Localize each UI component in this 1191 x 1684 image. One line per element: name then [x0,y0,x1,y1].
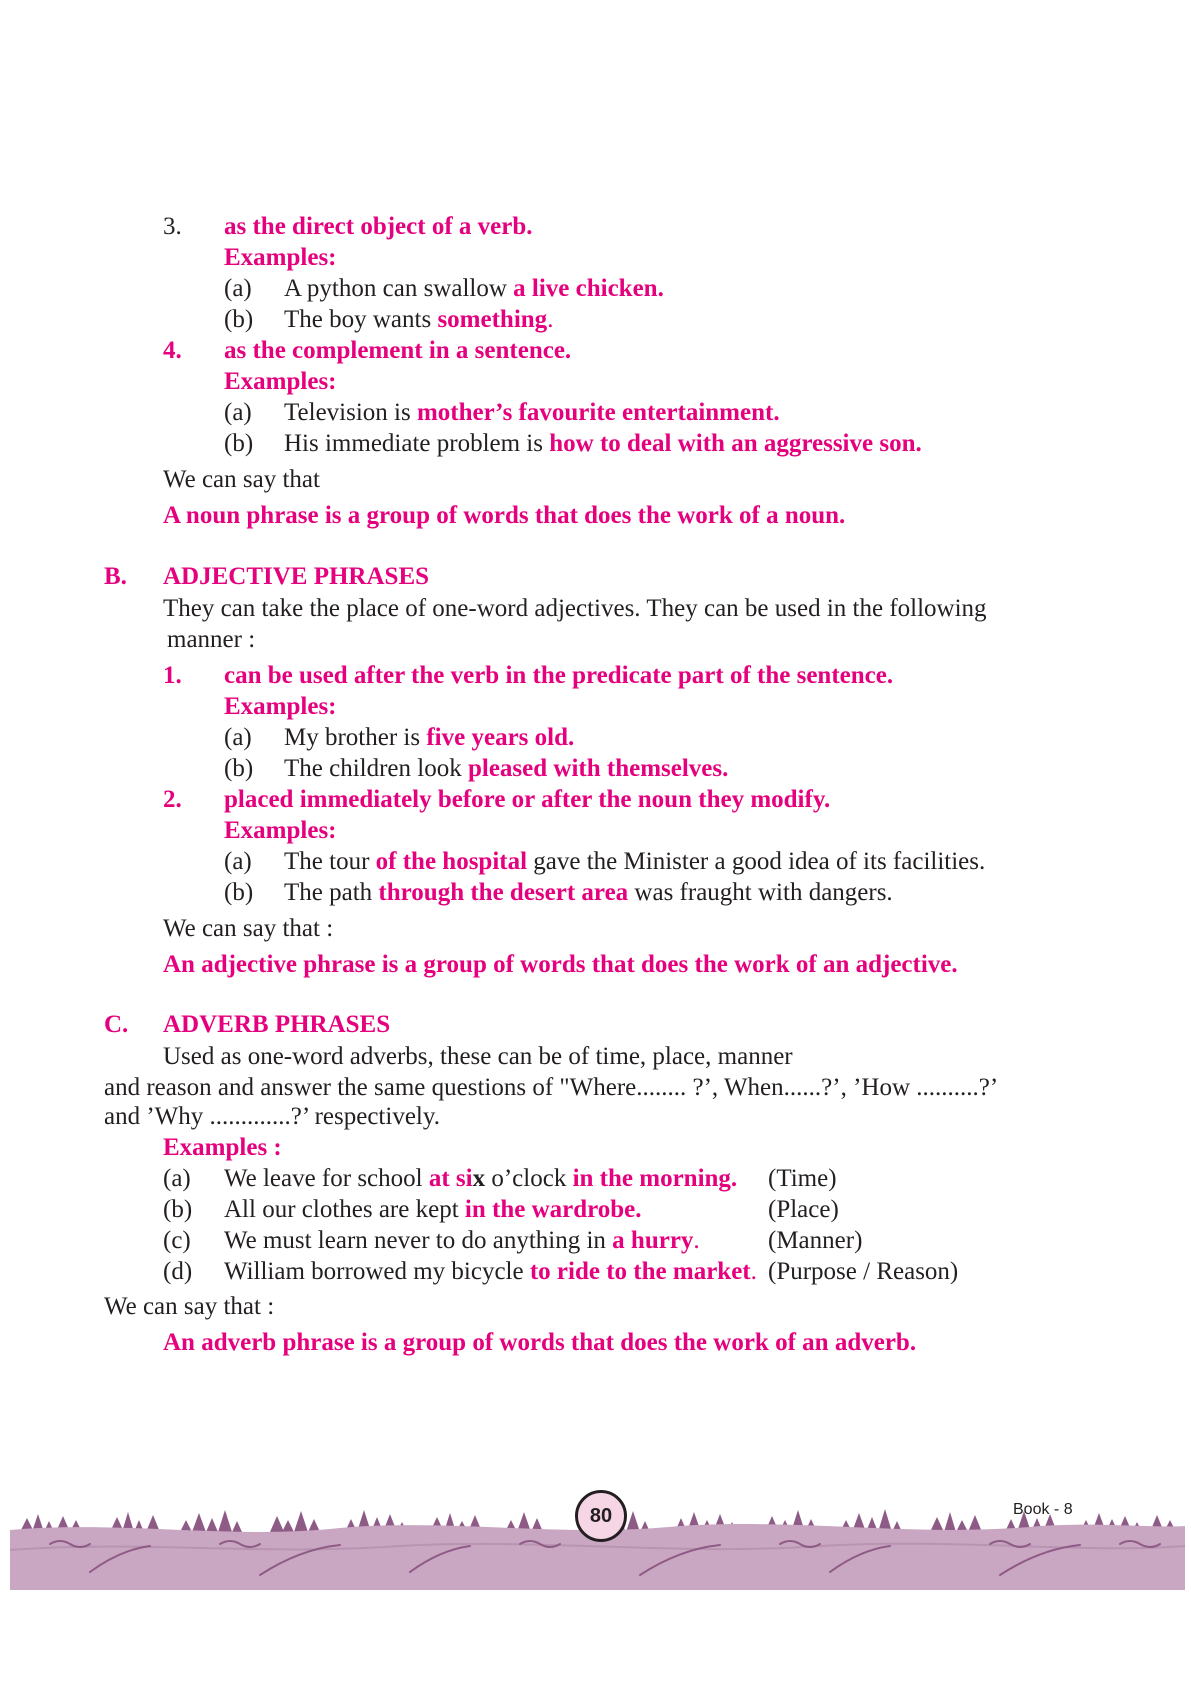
section-letter: C. [104,1011,129,1038]
example-label: (b) [224,306,254,333]
conclusion-lead: We can say that [163,466,320,493]
example-label: (b) [224,430,254,457]
example-sentence: His immediate problem is how to deal with an aggressive son. [284,430,922,457]
section-intro: manner : [167,626,256,653]
page-number: 80 [575,1490,627,1542]
example-sentence: William borrowed my bicycle to ride to the market. [224,1258,757,1285]
example-label: (b) [224,879,254,906]
example-sentence: The children look pleased with themselves. [284,755,729,782]
examples-label: Examples: [224,693,337,720]
list-number: 1. [163,662,182,689]
adverb-phrase-definition: An adverb phrase is a group of words that does the work of an adverb. [163,1329,917,1356]
section-title: ADVERB PHRASES [163,1011,391,1038]
example-label: (b) [224,755,254,782]
conclusion-lead: We can say that : [104,1293,275,1320]
noun-phrase-definition: A noun phrase is a group of words that does the work of a noun. [163,502,846,529]
example-label: (a) [224,848,252,875]
rule-heading: can be used after the verb in the predicate part of the sentence. [224,662,894,689]
example-label: (a) [224,724,252,751]
example-label: (a) [163,1165,191,1192]
section-intro: and ’Why .............?’ respectively. [104,1103,440,1130]
example-label: (d) [163,1258,193,1285]
section-title: ADJECTIVE PHRASES [163,563,430,590]
adverb-type: (Manner) [768,1227,863,1254]
rule-heading: as the complement in a sentence. [224,337,572,364]
examples-label: Examples: [224,244,337,271]
section-intro: and reason and answer the same questions of "Where........ ?’, When......?’, ’How ..........?’ [104,1074,999,1101]
examples-label: Examples: [224,368,337,395]
example-sentence: The path through the desert area was fraught with dangers. [284,879,893,906]
example-sentence: Television is mother’s favourite entertainment. [284,399,780,426]
example-sentence: All our clothes are kept in the wardrobe. [224,1196,642,1223]
example-sentence: We leave for school at six o’clock in the morning. [224,1165,738,1192]
book-label: Book - 8 [1013,1501,1073,1518]
example-sentence: The boy wants something. [284,306,554,333]
example-label: (a) [224,399,252,426]
section-intro: They can take the place of one-word adjectives. They can be used in the following [163,595,987,622]
example-label: (b) [163,1196,193,1223]
adjective-phrase-definition: An adjective phrase is a group of words that does the work of an adjective. [163,951,958,978]
rule-heading: placed immediately before or after the noun they modify. [224,786,831,813]
list-number: 4. [163,337,182,364]
adverb-type: (Purpose / Reason) [768,1258,959,1285]
example-label: (a) [224,275,252,302]
example-sentence: A python can swallow a live chicken. [284,275,664,302]
rule-heading: as the direct object of a verb. [224,213,533,240]
example-sentence: The tour of the hospital gave the Minister a good idea of its facilities. [284,848,986,875]
example-sentence: My brother is five years old. [284,724,575,751]
list-number: 2. [163,786,182,813]
examples-label: Examples : [163,1134,282,1161]
examples-label: Examples: [224,817,337,844]
section-letter: B. [104,563,127,590]
conclusion-lead: We can say that : [163,915,334,942]
example-label: (c) [163,1227,191,1254]
adverb-type: (Time) [768,1165,837,1192]
section-intro: Used as one-word adverbs, these can be of time, place, manner [163,1043,793,1070]
example-sentence: We must learn never to do anything in a hurry. [224,1227,700,1254]
list-number: 3. [163,213,182,240]
adverb-type: (Place) [768,1196,839,1223]
